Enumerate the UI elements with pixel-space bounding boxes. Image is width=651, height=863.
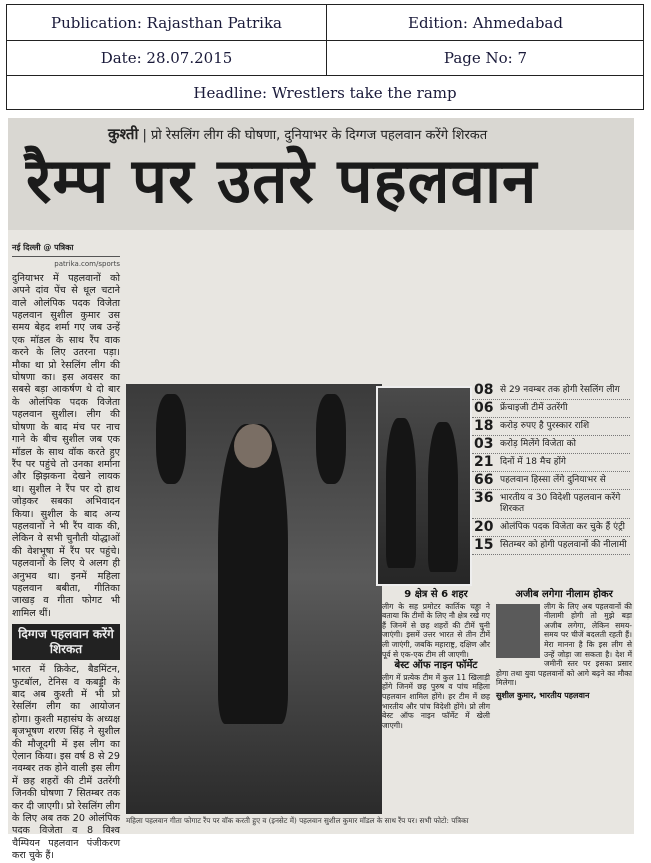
- edition-cell: Edition: Ahmedabad: [326, 5, 644, 40]
- newspaper-clipping: [8, 118, 634, 862]
- fact-item: 08 से 29 नवम्बर तक होगी रेसलिंग लीग: [472, 382, 630, 400]
- header-row-1: [7, 5, 643, 41]
- inset-photo: [376, 386, 472, 586]
- article-title: रैम्प पर उतरे पहलवान: [26, 144, 538, 217]
- wrestler-face: [234, 424, 272, 468]
- header-row-2: [7, 41, 643, 76]
- inset-figure-1: [386, 418, 416, 568]
- kicker-text: प्रो रेसलिंग लीग की घोषणा, दुनियाभर के दिग्गज पहलवान करेंगे शिरकत: [151, 128, 488, 143]
- quote-heading: अजीब लगेगा नीलाम होकर: [515, 589, 613, 600]
- kicker-label: कुश्ती: [108, 125, 139, 143]
- clipping-header-table: [6, 4, 644, 110]
- left-column: [12, 242, 120, 863]
- wrestler-photo: [126, 384, 382, 814]
- date-cell: Date: 28.07.2015: [100, 49, 233, 67]
- article-body: दुनियाभर में पहलवानों को अपने दांव पेंच से धूल चटाने वाले ओलंपिक पदक विजेता पहलवान सुशील कुमार उस समय बेहद शर्मा गए जब उन्हें एक मॉडल के साथ रैंप वाक करने के लिए उतरना पड़ा। मौका था प्रो रेसलिंग लीग की घोषणा का। इस अवसर का सबसे बड़ा आकर्षण थे दो बार के ओलंपिक पदक विजेता पहलवान सुशील। लीग की घोषणा के बाद मंच पर नाच गाने के बीच सुशील जब एक मॉडल के साथ वॉक करते हुए रैंप पर पहुंचे तो उनका शर्माना और झिझकना देखने लायक था। सुशील ने रैंप पर दो हाथ जोड़कर सबका अभिवादन किया। सुशील के बाद अन्य पहलवानों ने भी रैंप वाक की, लेकिन वे सभी चुनौती योद्धाओं की वेशभूषा में रैंप पर पहुंचे। पहलवानों के लिए ये अलग ही अनुभव था। इनमें महिला पहलवान बबीता, गीतिका जाखड़ व गीता फोगट भी शामिल थीं।: [12, 272, 120, 619]
- publication-cell: Publication: Rajasthan Patrika: [51, 13, 282, 32]
- subheading: दिग्गज पहलवान करेंगे शिरकत: [12, 624, 120, 660]
- facts-list: [472, 382, 630, 555]
- city-box-heading: 9 क्षेत्र से 6 शहर: [404, 589, 468, 600]
- raised-arm-right: [316, 394, 346, 484]
- patrika-url: patrika.com/sports: [54, 260, 120, 269]
- city-box-body: लीग के सह प्रमोटर कार्तिक चड्ढा ने बताया कि टीमों के लिए नौ क्षेत्र रखे गए हैं जिनमें से छह शहरों की टीमें चुनी जाएंगी। इसमें उत्तर भारत से तीन टीमें ली जाएंगी, जबकि महाराष्ट्र, दक्षिण और पूर्व से एक-एक टीम ली जाएगी।: [382, 601, 490, 659]
- masthead: नई दिल्ली @ पत्रिका: [12, 242, 120, 257]
- raised-arm-left: [156, 394, 186, 484]
- sushil-photo: [496, 604, 540, 658]
- page-cell: Page No: 7: [326, 41, 644, 75]
- fact-item: 18 करोड़ रुपए है पुरस्कार राशि: [472, 418, 630, 436]
- format-body: लीग में प्रत्येक टीम में कुल 11 खिलाड़ी होंगे जिनमें छह पुरुष व पांच महिला पहलवान शामिल होंगे। हर टीम में छह भारतीय और पांच विदेशी होंगे। प्रो लीग बेस्ट ऑफ नाइन फॉर्मेट में खेली जाएगी।: [382, 672, 490, 730]
- headline-banner: [8, 118, 634, 230]
- header-row-3: [7, 76, 643, 110]
- fact-item: 06 फ्रेंचाइजी टीमें उतरेंगी: [472, 400, 630, 418]
- headline-cell: Headline: Wrestlers take the ramp: [193, 84, 457, 102]
- format-heading: बेस्ट ऑफ नाइन फॉर्मेट: [394, 660, 478, 672]
- photo-caption: महिला पहलवान गीता फोगाट रैंप पर वॉक करती हुए व (इनसेट में) पहलवान सुशील कुमार मॉडल के साथ रैंप पर। सभी फोटो: पत्रिका: [126, 816, 469, 825]
- quote-byline: सुशील कुमार, भारतीय पहलवान: [496, 690, 590, 700]
- fact-item: 66 पहलवान हिस्सा लेंगे दुनियाभर से: [472, 472, 630, 490]
- fact-item: 36 भारतीय व 30 विदेशी पहलवान करेंगे शिरकत: [472, 490, 630, 519]
- fact-item: 20 ओलंपिक पदक विजेता कर चुके हैं एंट्री: [472, 519, 630, 537]
- fact-item: 15 सितम्बर को होगी पहलवानों की नीलामी: [472, 537, 630, 555]
- article-body-2: भारत में क्रिकेट, बैडमिंटन, फुटबॉल, टेनिस व कबड्डी के बाद अब कुश्ती में भी प्रो रेसलिंग लीग का आयोजन होगा। कुश्ती महासंघ के अध्यक्ष बृजभूषण शरण सिंह ने सुशील की मौजूदगी में इस लीग का ऐलान किया। इस वर्ष 8 से 29 नवम्बर तक होने वाली इस लीग में छह शहरों की टीमें उतरेंगी जिनकी घोषणा 7 सितम्बर तक कर दी जाएगी। प्रो रेसलिंग लीग के लिए अब तक 20 ओलंपिक पदक विजेता व 8 विश्व चैम्पियन पहलवान पंजीकरण करा चुके हैं।: [12, 664, 120, 862]
- quote-box: [496, 588, 632, 701]
- kicker: कुश्ती | प्रो रेसलिंग लीग की घोषणा, दुनियाभर के दिग्गज पहलवान करेंगे शिरकत: [108, 125, 488, 143]
- quote-body: लीग के लिए अब पहलवानों की नीलामी होगी तो मुझे बड़ा अजीब लगेगा, लेकिन समय-समय पर चीजें बदलती रहती हैं। मेरा मानना है कि इस लीग से उन्हें जोड़ा जा सकता है। देश में जमीनी स्तर पर इसका प्रसार होगा तथा युवा पहलवानों को आगे बढ़ने का मौका मिलेगा।: [496, 601, 632, 688]
- city-box: [382, 588, 490, 730]
- fact-item: 21 दिनों में 18 मैच होंगे: [472, 454, 630, 472]
- fact-item: 03 करोड़ मिलेंगे विजेता को: [472, 436, 630, 454]
- inset-figure-2: [428, 422, 458, 572]
- wrestler-figure: [218, 424, 288, 724]
